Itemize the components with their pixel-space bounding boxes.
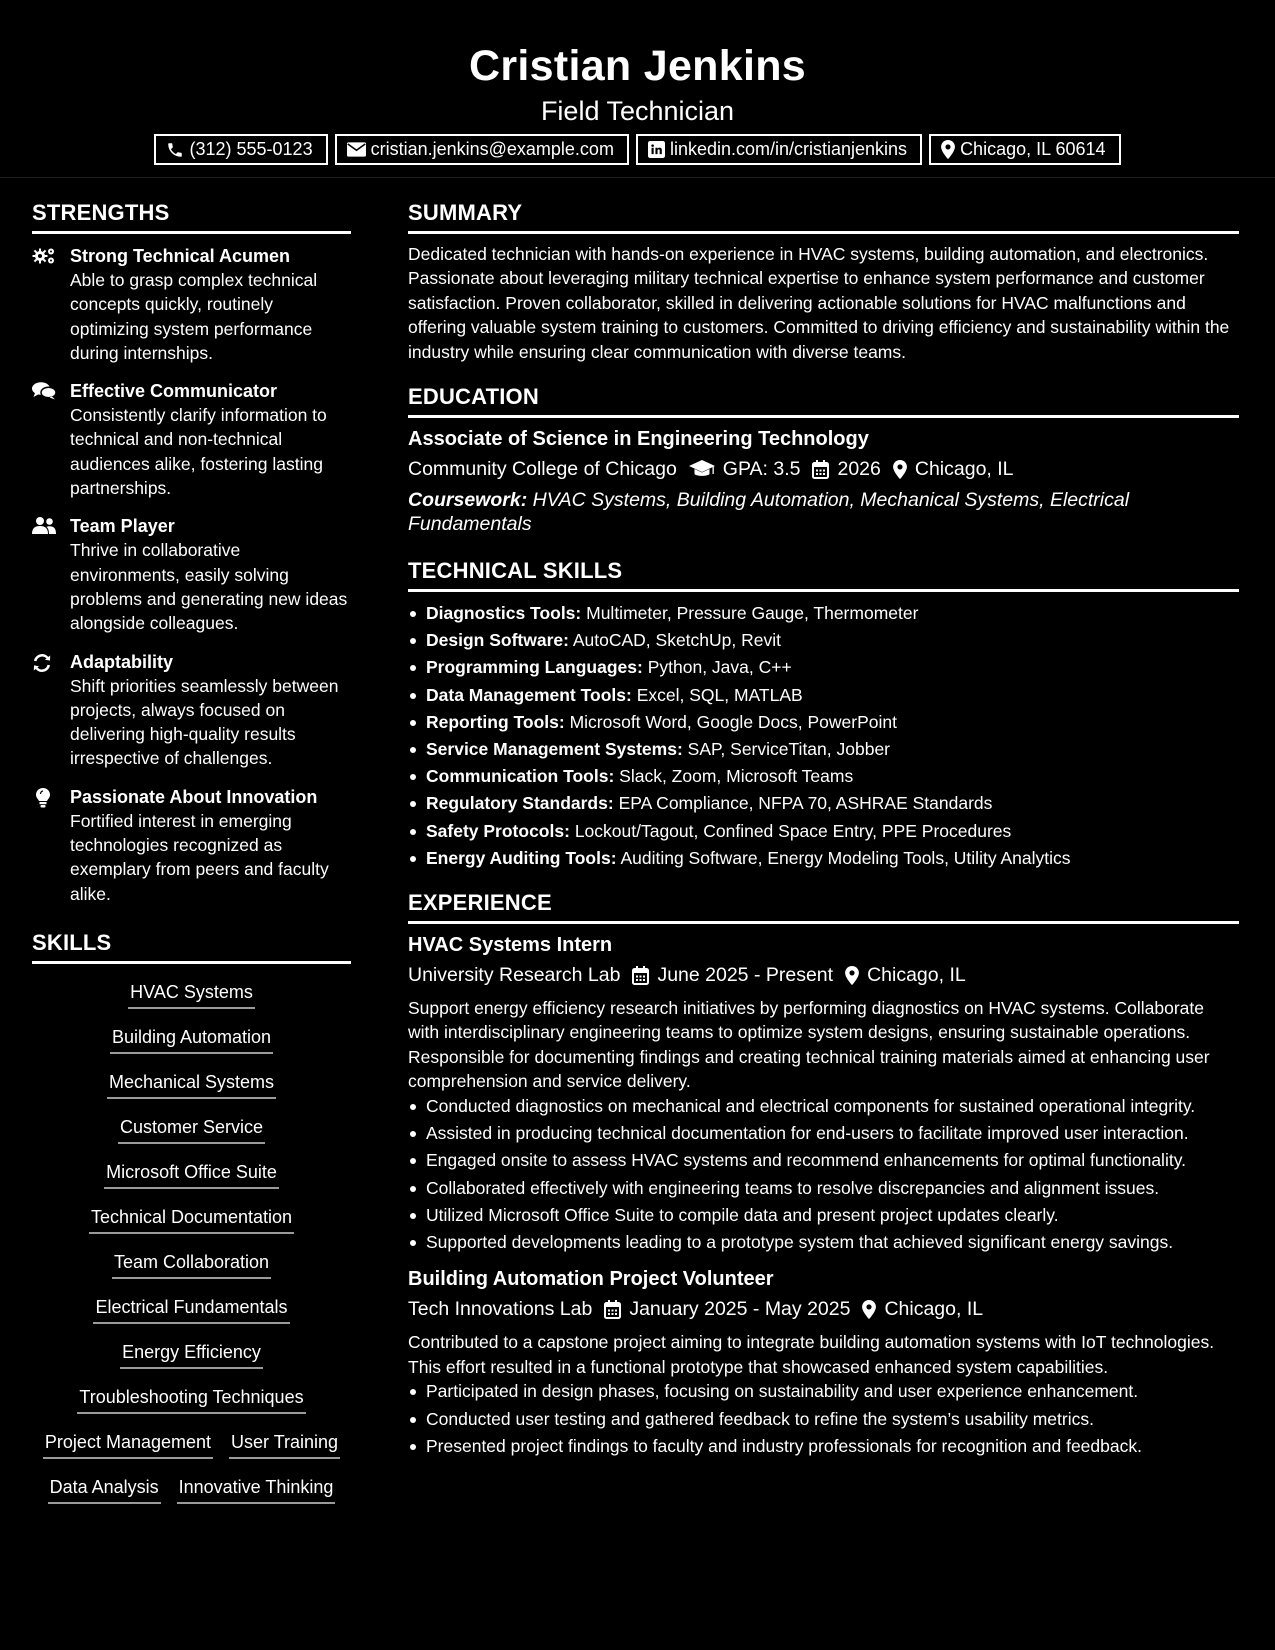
list-item: Reporting Tools: Microsoft Word, Google Docs, PowerPoint (408, 709, 1239, 736)
contact-bar (0, 134, 1275, 165)
strength-desc: Thrive in collaborative environments, easily solving problems and generating new ideas alongside colleagues. (70, 540, 348, 634)
graduation-cap-icon (689, 460, 715, 478)
calendar-icon (812, 460, 829, 479)
list-item: Energy Auditing Tools: Auditing Software, Energy Modeling Tools, Utility Analytics (408, 845, 1239, 872)
contact-linkedin[interactable] (636, 134, 922, 165)
list-item: Data Management Tools: Excel, SQL, MATLAB (408, 682, 1239, 709)
school-name: Community College of Chicago (408, 458, 677, 481)
job-meta (408, 1294, 1239, 1324)
phone-text: (312) 555-0123 (189, 139, 313, 159)
right-column (408, 198, 1239, 1472)
contact-phone[interactable] (154, 134, 327, 165)
strength-desc: Shift priorities seamlessly between projects, always focused on delivering high-quality results irrespective of challenges. (70, 675, 339, 769)
skill-tag: Building Automation (110, 1025, 273, 1054)
skill-tag: Project Management (43, 1430, 213, 1459)
map-pin-icon (893, 460, 907, 479)
job-location: Chicago, IL (884, 1298, 984, 1321)
gears-icon (32, 247, 56, 265)
skill-tag: Innovative Thinking (177, 1475, 336, 1504)
technical-skills-heading: TECHNICAL SKILLS (408, 556, 1239, 592)
strength-desc: Fortified interest in emerging technologies recognized as exemplary from peers and faculty alike. (70, 810, 329, 904)
contact-location[interactable] (929, 134, 1120, 165)
experience-heading: EXPERIENCE (408, 888, 1239, 924)
coursework (408, 488, 1239, 536)
list-item: Conducted diagnostics on mechanical and electrical components for sustained operational integrity. (408, 1094, 1239, 1118)
job-description: Contributed to a capstone project aiming to integrate building automation systems with IoT technologies. This effort resulted in a functional prototype that showcased enhanced system capabilities. (408, 1332, 1215, 1377)
map-pin-icon (941, 140, 955, 159)
skill-tag: Microsoft Office Suite (104, 1160, 279, 1189)
strength-desc: Able to grasp complex technical concepts quickly, routinely optimizing system performance during internships. (70, 270, 318, 363)
skill-tag: Team Collaboration (112, 1250, 271, 1279)
job-title: Field Technician (540, 96, 735, 126)
skill-tag: Data Analysis (48, 1475, 161, 1504)
list-item: Service Management Systems: SAP, ServiceTitan, Jobber (408, 736, 1239, 763)
map-pin-icon (845, 966, 859, 985)
strength-title: Strong Technical Acumen (70, 246, 291, 266)
job-entry (408, 1266, 1239, 1458)
linkedin-icon (648, 141, 665, 158)
job-dates: January 2025 - May 2025 (629, 1298, 851, 1321)
gpa-text: GPA: 3.5 (722, 458, 801, 481)
technical-skills-list (408, 600, 1239, 872)
linkedin-text: linkedin.com/in/cristianjenkins (669, 139, 908, 159)
strength-title: Team Player (70, 516, 175, 537)
phone-icon (166, 141, 184, 159)
job-description: Support energy efficiency research initiatives by performing diagnostics on HVAC systems. Collaborate with interdisciplinary engineering teams to optimize system designs, ensuring sustainable operations. Responsible for documenting findings and creating technical training materials aimed at enhancing user comprehension and service delivery. (408, 998, 1210, 1092)
job-title: Building Automation Project Volunteer (408, 1268, 774, 1291)
education-location: Chicago, IL (914, 458, 1014, 481)
strengths-heading: STRENGTHS (32, 198, 351, 234)
skill-tag: Mechanical Systems (107, 1070, 276, 1099)
email-text: cristian.jenkins@example.com (370, 139, 614, 159)
coursework-label: Coursework: (408, 489, 528, 512)
skill-tag: Troubleshooting Techniques (77, 1385, 305, 1414)
education-section (408, 382, 1239, 536)
job-entry (408, 932, 1239, 1254)
skills-list (32, 972, 351, 1512)
strength-desc: Consistently clarify information to technical and non-technical audiences alike, fostering lasting partnerships. (70, 405, 327, 499)
job-bullets (408, 1094, 1239, 1255)
job-meta (408, 960, 1239, 990)
skill-tag: User Training (229, 1430, 340, 1459)
list-item: Participated in design phases, focusing on sustainability and user experience enhancement. (408, 1379, 1239, 1403)
technical-skills-section (408, 556, 1239, 872)
list-item: Diagnostics Tools: Multimeter, Pressure Gauge, Thermometer (408, 600, 1239, 627)
list-item: Conducted user testing and gathered feedback to refine the system’s usability metrics. (408, 1407, 1239, 1431)
list-item: Design Software: AutoCAD, SketchUp, Revit (408, 627, 1239, 654)
list-item: Assisted in producing technical documentation for end-users to facilitate improved user interaction. (408, 1121, 1239, 1145)
job-org: Tech Innovations Lab (408, 1298, 593, 1321)
list-item: Supported developments leading to a prototype system that achieved significant energy savings. (408, 1230, 1239, 1254)
candidate-name: Cristian Jenkins (469, 42, 806, 90)
users-icon (32, 517, 56, 534)
skill-tag: HVAC Systems (128, 980, 255, 1009)
list-item: Utilized Microsoft Office Suite to compile data and present project updates clearly. (408, 1203, 1239, 1227)
summary-heading: SUMMARY (408, 198, 1239, 234)
sync-icon (32, 653, 52, 673)
skills-heading: SKILLS (32, 928, 351, 964)
list-item: Collaborated effectively with engineering teams to resolve discrepancies and alignment issues. (408, 1176, 1239, 1200)
skill-tag: Energy Efficiency (120, 1340, 263, 1369)
strength-item (32, 514, 351, 635)
summary-section (408, 198, 1239, 364)
strength-item (32, 244, 351, 365)
calendar-icon (604, 1300, 621, 1319)
job-org: University Research Lab (408, 964, 621, 987)
contact-email[interactable] (335, 134, 629, 165)
job-dates: June 2025 - Present (657, 964, 834, 987)
education-meta (408, 454, 1239, 484)
list-item: Programming Languages: Python, Java, C++ (408, 654, 1239, 681)
list-item: Presented project findings to faculty and industry professionals for recognition and feedback. (408, 1434, 1239, 1458)
skill-tag: Electrical Fundamentals (93, 1295, 289, 1324)
education-heading: EDUCATION (408, 382, 1239, 418)
map-pin-icon (862, 1300, 876, 1319)
envelope-icon (347, 142, 366, 157)
strength-title: Adaptability (70, 651, 174, 672)
list-item: Safety Protocols: Lockout/Tagout, Confined Space Entry, PPE Procedures (408, 818, 1239, 845)
job-title: HVAC Systems Intern (408, 934, 613, 957)
strength-title: Passionate About Innovation (70, 786, 318, 807)
summary-text: Dedicated technician with hands-on experience in HVAC systems, building automation, and electronics. Passionate about leveraging military technical expertise to enhance system performance and customer satisfaction. Proven collaborator, skilled in delivering actionable solutions for HVAC malfunctions and offering valuable system training to customers. Committed to driving efficiency and sustainability within the industry while ensuring clear communication with diverse teams. (408, 244, 1230, 362)
experience-section (408, 888, 1239, 1458)
graduation-year: 2026 (837, 458, 881, 481)
skill-tag: Customer Service (118, 1115, 265, 1144)
list-item: Regulatory Standards: EPA Compliance, NFPA 70, ASHRAE Standards (408, 790, 1239, 817)
job-bullets (408, 1379, 1239, 1458)
strength-item (32, 379, 351, 500)
lightbulb-icon (36, 788, 50, 808)
job-location: Chicago, IL (867, 964, 966, 987)
list-item: Engaged onsite to assess HVAC systems and recommend enhancements for optimal functionality. (408, 1148, 1239, 1172)
resume-header (0, 0, 1275, 178)
strength-item (32, 785, 351, 906)
chat-icon (32, 382, 56, 400)
calendar-icon (632, 966, 649, 985)
skill-tag: Technical Documentation (89, 1205, 294, 1234)
coursework-list: HVAC Systems, Building Automation, Mechanical Systems, Electrical Fundamentals (408, 489, 1130, 536)
strength-title: Effective Communicator (70, 381, 278, 402)
degree-title: Associate of Science in Engineering Technology (408, 428, 869, 451)
location-text: Chicago, IL 60614 (960, 139, 1106, 159)
list-item: Communication Tools: Slack, Zoom, Microsoft Teams (408, 763, 1239, 790)
left-column (32, 198, 351, 1512)
strength-item (32, 650, 351, 771)
